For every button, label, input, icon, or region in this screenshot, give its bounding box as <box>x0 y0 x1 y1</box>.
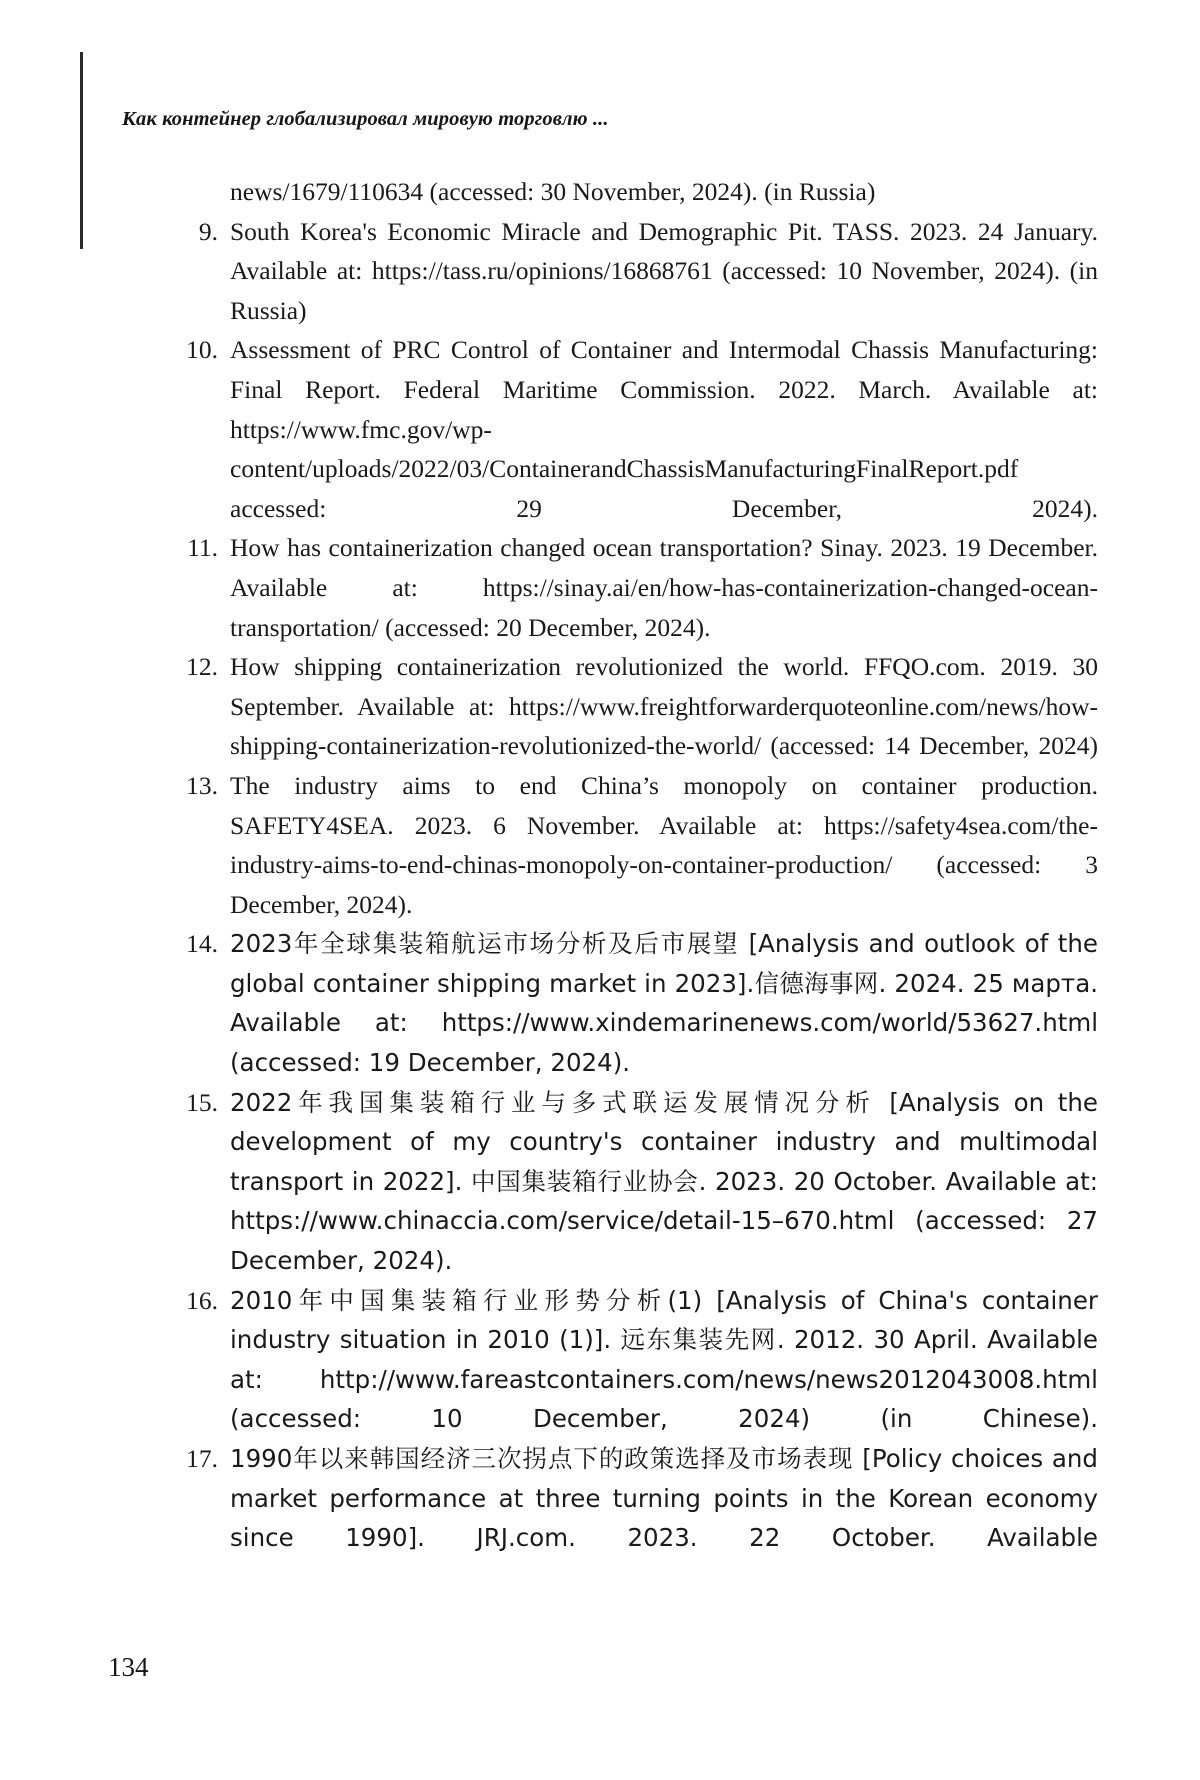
list-item <box>178 528 1098 647</box>
continuation-line: news/1679/110634 (accessed: 30 November, 2024). (in Russia) <box>230 177 876 206</box>
list-item-text: The industry aims to end China’s monopoly on container production. SAFETY4SEA. 2023. 6 November. Available at: https://safety4sea.com/the-industry-aims-to-end-chinas-monopoly-on-container-production/ (accessed: 3 December, 2024). <box>230 770 1098 919</box>
list-item <box>178 1439 1098 1558</box>
list-item-text: Assessment of PRC Control of Container and Intermodal Chassis Manufacturing: Final Report. Federal Maritime Commission. 2022. March. Available at: https://www.fmc.gov/wp-content/uploads/2022/03/ContainerandChassisManufacturingFinalReport.pdf accessed: 29 December, 2024). <box>230 335 1098 523</box>
list-item-text: How shipping containerization revolutionized the world. FFQO.com. 2019. 30 September. Available at: https://www.freightforwarderquoteonline.com/news/how-shipping-containerization-revolutionized-the-world/ (accessed: 14 December, 2024) <box>230 652 1098 761</box>
list-item-number: 12. <box>186 652 218 682</box>
list-item-text: 2023年全球集装箱航运市场分析及后市展望 [Analysis and outlook of the global container shipping market in 2023].信德海事网. 2024. 25 марта. Available at: https://www.xindemarinenews.com/world/53627.html (accessed: 19 December, 2024). <box>230 929 1098 1078</box>
running-head: Как контейнер глобализировал мировую торговлю ... <box>122 108 609 130</box>
list-item <box>178 924 1098 1082</box>
list-item-number: 15. <box>186 1087 218 1117</box>
list-item-text: 2022年我国集装箱行业与多式联运发展情况分析 [Analysis on the development of my country's container industry and multimodal transport in 2022]. 中国集装箱行业协会. 2023. 20 October. Available at: https://www.chinaccia.com/service/detail-15–670.html (accessed: 27 December, 2024). <box>230 1087 1098 1276</box>
list-item <box>178 212 1098 331</box>
list-item-text: How has containerization changed ocean transportation? Sinay. 2023. 19 December. Available at: https://sinay.ai/en/how-has-containerization-changed-ocean-transportation/ (accessed: 20 December, 2024). <box>230 533 1098 642</box>
list-item-number: 16. <box>186 1285 218 1315</box>
list-item-text: 1990年以来韩国经济三次拐点下的政策选择及市场表现 [Policy choices and market performance at three turning points in the Korean economy since 1990]. JRJ.com. 2023. 22 October. Available <box>230 1444 1098 1553</box>
list-item <box>178 766 1098 924</box>
list-item <box>178 1281 1098 1439</box>
list-item-number: 10. <box>186 335 218 365</box>
list-item-text: South Korea's Economic Miracle and Demographic Pit. TASS. 2023. 24 January. Available at: https://tass.ru/opinions/16868761 (accessed: 10 November, 2024). (in Russia) <box>230 216 1098 325</box>
list-item-text: 2010年中国集装箱行业形势分析(1) [Analysis of China's container industry situation in 2010 (1)]. 远东集装先网. 2012. 30 April. Available at: http://www.fareastcontainers.com/news/news2012043008.html (accessed: 10 December, 2024) (in Chinese). <box>230 1285 1098 1434</box>
list-item-number: 14. <box>186 929 218 959</box>
page-number: 134 <box>108 1652 149 1682</box>
list-item <box>178 330 1098 528</box>
reference-list <box>178 212 1098 1558</box>
list-item <box>178 1083 1098 1281</box>
page-edge-rule <box>80 52 83 249</box>
list-item <box>178 647 1098 766</box>
list-item-number: 13. <box>186 770 218 800</box>
list-item-number: 17. <box>186 1444 218 1473</box>
references-section <box>178 172 1098 1558</box>
list-item-number: 9. <box>198 216 218 246</box>
list-item-number: 11. <box>187 533 218 563</box>
